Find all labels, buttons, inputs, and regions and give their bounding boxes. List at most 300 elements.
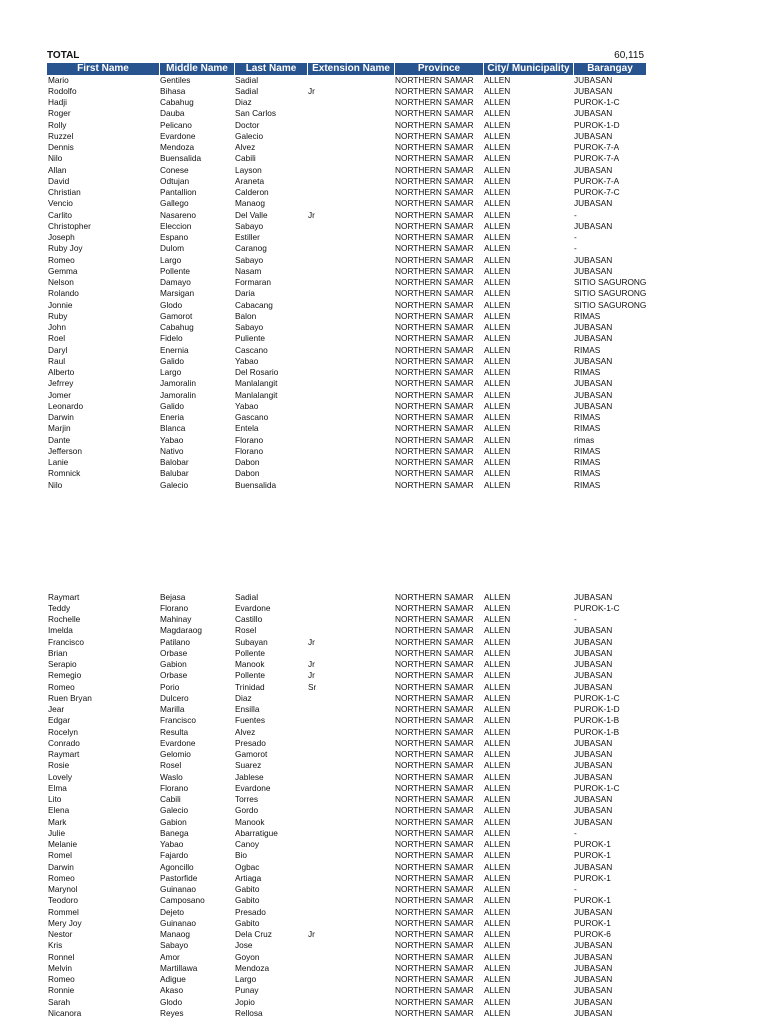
table-row [47,749,646,760]
cell-province: NORTHERN SAMAR [395,299,474,310]
cell-province: NORTHERN SAMAR [395,479,474,490]
cell-last-name: Layson [235,164,262,175]
header-last-name[interactable]: Last Name [235,63,308,75]
cell-middle-name: Sabayo [160,940,189,951]
cell-last-name: Fuentes [235,715,265,726]
table-row [47,738,646,749]
cell-city-municipality: ALLEN [484,97,511,107]
cell-city-municipality: ALLEN [484,85,511,96]
cell-last-name: Diaz [235,97,252,107]
cell-first-name: Raymart [48,749,80,759]
cell-last-name: Dabon [235,457,260,467]
cell-first-name: Marjin [48,423,71,434]
cell-province: NORTHERN SAMAR [395,74,474,85]
table-row [47,974,646,985]
cell-last-name: Gabito [235,895,260,906]
table-row [47,592,646,603]
cell-city-municipality: ALLEN [484,423,511,434]
cell-first-name: Ruen Bryan [48,692,92,703]
cell-barangay: SITIO SAGURONG [574,288,647,299]
table-row [47,367,646,378]
cell-province: NORTHERN SAMAR [395,175,474,186]
cell-last-name: Nasam [235,265,262,276]
cell-first-name: Ruzzel [48,130,74,141]
cell-last-name: Balon [235,310,257,321]
table-row [47,659,646,670]
cell-middle-name: Galido [160,355,184,366]
cell-city-municipality: ALLEN [484,962,511,973]
cell-first-name: Teodoro [48,895,78,906]
cell-province: NORTHERN SAMAR [395,367,474,377]
cell-last-name: Alvez [235,726,256,737]
cell-province: NORTHERN SAMAR [395,85,474,96]
cell-first-name: Raymart [48,591,80,602]
cell-province: NORTHERN SAMAR [395,827,474,838]
table-row [47,1008,646,1019]
cell-barangay: JUBASAN [574,389,613,400]
cell-first-name: Christopher [48,220,91,231]
cell-province: NORTHERN SAMAR [395,940,474,951]
cell-barangay: RIMAS [574,367,601,377]
cell-first-name: Marynol [48,884,78,894]
cell-province: NORTHERN SAMAR [395,996,474,1007]
cell-last-name: Manaog [235,198,265,209]
header-province[interactable]: Province [395,63,484,75]
cell-last-name: Formaran [235,277,271,287]
cell-middle-name: Gabion [160,659,187,669]
header-middle-name[interactable]: Middle Name [160,63,235,75]
cell-last-name: Largo [235,974,257,984]
cell-barangay: PUROK-1 [574,839,611,849]
cell-barangay: RIMAS [574,479,601,490]
cell-barangay: JUBASAN [574,400,613,411]
cell-extension-name: Jr [308,670,315,681]
cell-middle-name: Jamoralin [160,389,196,400]
cell-province: NORTHERN SAMAR [395,917,474,928]
cell-last-name: Cabili [235,153,256,164]
cell-last-name: Gascano [235,412,269,422]
cell-barangay: JUBASAN [574,108,613,119]
table-row [47,625,646,636]
cell-barangay: JUBASAN [574,940,613,951]
table-row [47,221,646,232]
cell-middle-name: Amor [160,951,180,962]
table-row [47,153,646,164]
cell-city-municipality: ALLEN [484,457,511,467]
cell-first-name: Sarah [48,996,71,1007]
cell-barangay: RIMAS [574,310,601,321]
cell-province: NORTHERN SAMAR [395,906,474,917]
cell-last-name: Presado [235,906,266,917]
cell-last-name: Torres [235,794,259,804]
cell-first-name: David [48,175,70,186]
cell-last-name: Manlalangit [235,389,278,400]
cell-middle-name: Pollente [160,265,190,276]
header-barangay[interactable]: Barangay [587,63,633,74]
cell-last-name: Ogbac [235,861,260,872]
table-row [47,457,646,468]
cell-city-municipality: ALLEN [484,220,511,231]
cell-first-name: Rochelle [48,614,81,624]
table-row [47,862,646,873]
cell-last-name: Yabao [235,355,259,366]
cell-barangay: JUBASAN [574,322,613,332]
cell-barangay: PUROK-6 [574,929,611,939]
cell-extension-name: Jr [308,659,315,669]
cell-province: NORTHERN SAMAR [395,659,474,669]
cell-province: NORTHERN SAMAR [395,434,474,445]
cell-extension-name: Jr [308,929,315,939]
cell-middle-name: Dulcero [160,692,189,703]
cell-province: NORTHERN SAMAR [395,872,474,883]
cell-first-name: Mario [48,74,69,85]
cell-barangay: - [574,209,577,220]
cell-first-name: Rolly [48,119,67,130]
table-row [47,637,646,648]
table-row [47,805,646,816]
cell-first-name: Raul [48,355,66,366]
cell-first-name: Lovely [48,771,72,782]
cell-last-name: Gamorot [235,749,268,759]
cell-province: NORTHERN SAMAR [395,344,474,355]
cell-province: NORTHERN SAMAR [395,782,474,793]
table-row [47,884,646,895]
cell-city-municipality: ALLEN [484,130,511,141]
cell-last-name: Sadial [235,591,259,602]
cell-city-municipality: ALLEN [484,782,511,793]
table-row [47,255,646,266]
cell-province: NORTHERN SAMAR [395,692,474,703]
cell-last-name: Jablese [235,771,264,782]
cell-barangay: JUBASAN [574,906,613,917]
cell-middle-name: Martillawa [160,962,198,973]
cell-province: NORTHERN SAMAR [395,850,474,861]
cell-province: NORTHERN SAMAR [395,164,474,175]
cell-first-name: Ruby [48,310,68,321]
cell-last-name: Manook [235,659,265,669]
cell-middle-name: Gallego [160,198,189,209]
cell-last-name: Florano [235,434,264,445]
cell-middle-name: Bihasa [160,85,186,96]
cell-province: NORTHERN SAMAR [395,277,474,287]
cell-middle-name: Yabao [160,839,184,849]
table-row [47,670,646,681]
cell-city-municipality: ALLEN [484,355,511,366]
cell-first-name: Jefrrey [48,378,74,389]
cell-first-name: Rolando [48,288,79,299]
cell-province: NORTHERN SAMAR [395,232,474,242]
cell-first-name: Romeo [48,974,75,984]
table-row [47,198,646,209]
cell-first-name: Roger [48,108,71,119]
cell-last-name: Alvez [235,142,256,152]
table-row [47,918,646,929]
cell-city-municipality: ALLEN [484,164,511,175]
cell-middle-name: Galido [160,400,184,411]
cell-first-name: Romeo [48,872,75,883]
table-row [47,794,646,805]
cell-city-municipality: ALLEN [484,917,511,928]
cell-last-name: Presado [235,737,266,748]
cell-province: NORTHERN SAMAR [395,715,474,726]
cell-middle-name: Marilla [160,704,185,714]
cell-middle-name: Dulom [160,243,184,254]
cell-last-name: Suarez [235,760,262,771]
cell-first-name: Romnick [48,468,81,479]
cell-city-municipality: ALLEN [484,647,511,658]
cell-province: NORTHERN SAMAR [395,400,474,411]
table-row [47,142,646,153]
cell-middle-name: Bejasa [160,591,186,602]
cell-first-name: Vencio [48,198,73,209]
table-row [47,86,646,97]
cell-province: NORTHERN SAMAR [395,704,474,714]
cell-city-municipality: ALLEN [484,344,511,355]
cell-province: NORTHERN SAMAR [395,602,474,613]
cell-middle-name: Dauba [160,108,185,119]
cell-barangay: RIMAS [574,344,601,355]
cell-middle-name: Evardone [160,130,196,141]
cell-middle-name: Fajardo [160,850,189,861]
cell-city-municipality: ALLEN [484,412,511,422]
cell-extension-name: Jr [308,636,315,647]
cell-first-name: Lanie [48,457,69,467]
cell-city-municipality: ALLEN [484,243,511,254]
cell-middle-name: Patilano [160,636,190,647]
table-row [47,97,646,108]
header-extension-name[interactable]: Extension Name [308,63,395,75]
cell-middle-name: Enernia [160,344,189,355]
cell-city-municipality: ALLEN [484,749,511,759]
cell-middle-name: Rosel [160,760,182,771]
cell-first-name: Ronnie [48,985,75,996]
cell-barangay: PUROK-1-C [574,692,620,703]
cell-city-municipality: ALLEN [484,929,511,939]
cell-province: NORTHERN SAMAR [395,884,474,894]
cell-city-municipality: ALLEN [484,704,511,714]
cell-province: NORTHERN SAMAR [395,974,474,984]
cell-middle-name: Akaso [160,985,184,996]
cell-barangay: RIMAS [574,457,601,467]
cell-first-name: Roel [48,333,66,344]
cell-province: NORTHERN SAMAR [395,805,474,816]
cell-province: NORTHERN SAMAR [395,265,474,276]
cell-barangay: JUBASAN [574,130,613,141]
cell-barangay: PUROK-1 [574,895,611,906]
cell-city-municipality: ALLEN [484,636,511,647]
cell-first-name: Jefferson [48,445,82,456]
cell-barangay: JUBASAN [574,974,613,984]
cell-province: NORTHERN SAMAR [395,670,474,681]
cell-city-municipality: ALLEN [484,434,511,445]
cell-barangay: PUROK-7-C [574,187,620,197]
cell-city-municipality: ALLEN [484,861,511,872]
cell-province: NORTHERN SAMAR [395,423,474,434]
cell-first-name: Darwin [48,861,74,872]
cell-first-name: Kris [48,940,63,951]
table-row [47,277,646,288]
cell-last-name: Evardone [235,782,271,793]
cell-province: NORTHERN SAMAR [395,985,474,996]
cell-province: NORTHERN SAMAR [395,119,474,130]
cell-last-name: Daria [235,288,255,299]
total-value: 60,115 [614,50,644,61]
cell-first-name: Jear [48,704,65,714]
table-row [47,165,646,176]
cell-province: NORTHERN SAMAR [395,929,474,939]
cell-middle-name: Evardone [160,737,196,748]
cell-city-municipality: ALLEN [484,872,511,883]
cell-last-name: Gordo [235,805,259,816]
cell-extension-name: Jr [308,209,315,220]
table-row [47,929,646,940]
cell-barangay: JUBASAN [574,74,613,85]
cell-middle-name: Manaog [160,929,190,939]
table-row [47,232,646,243]
cell-city-municipality: ALLEN [484,951,511,962]
cell-city-municipality: ALLEN [484,445,511,456]
cell-first-name: Allan [48,164,67,175]
cell-province: NORTHERN SAMAR [395,97,474,107]
cell-barangay: RIMAS [574,468,601,479]
cell-middle-name: Pastorfide [160,872,198,883]
cell-last-name: Yabao [235,400,259,411]
cell-barangay: RIMAS [574,445,601,456]
cell-last-name: Sabayo [235,322,264,332]
cell-city-municipality: ALLEN [484,614,511,624]
cell-last-name: Gabito [235,917,260,928]
cell-city-municipality: ALLEN [484,625,511,636]
cell-first-name: Hadji [48,97,67,107]
cell-barangay: PUROK-1-C [574,782,620,793]
cell-first-name: Imelda [48,625,73,636]
cell-first-name: Ruby Joy [48,243,83,254]
cell-province: NORTHERN SAMAR [395,153,474,164]
table-row [47,603,646,614]
cell-last-name: Galecio [235,130,264,141]
cell-province: NORTHERN SAMAR [395,389,474,400]
cell-city-municipality: ALLEN [484,310,511,321]
cell-middle-name: Buensalida [160,153,202,164]
table-row [47,322,646,333]
cell-city-municipality: ALLEN [484,895,511,906]
table-row [47,333,646,344]
cell-city-municipality: ALLEN [484,794,511,804]
cell-province: NORTHERN SAMAR [395,243,474,254]
cell-barangay: PUROK-1-C [574,97,620,107]
cell-last-name: Punay [235,985,259,996]
cell-last-name: Rellosa [235,1007,263,1018]
cell-city-municipality: ALLEN [484,760,511,771]
cell-last-name: Sadial [235,74,259,85]
table-row [47,648,646,659]
table-row [47,614,646,625]
cell-first-name: Darwin [48,412,74,422]
cell-province: NORTHERN SAMAR [395,310,474,321]
cell-barangay: JUBASAN [574,220,613,231]
cell-middle-name: Largo [160,367,182,377]
table-row [47,378,646,389]
cell-barangay: JUBASAN [574,670,613,681]
cell-first-name: Francisco [48,636,84,647]
cell-first-name: Rommel [48,906,79,917]
cell-city-municipality: ALLEN [484,175,511,186]
cell-middle-name: Florano [160,602,189,613]
cell-barangay: PUROK-1 [574,850,611,861]
cell-province: NORTHERN SAMAR [395,412,474,422]
table-header [47,63,646,75]
cell-middle-name: Largo [160,254,182,265]
cell-province: NORTHERN SAMAR [395,457,474,467]
header-city-municipality[interactable]: City/ Municipality [484,63,574,75]
header-first-name[interactable]: First Name [47,63,160,75]
cell-last-name: Diaz [235,692,252,703]
cell-city-municipality: ALLEN [484,389,511,400]
cell-city-municipality: ALLEN [484,940,511,951]
cell-province: NORTHERN SAMAR [395,771,474,782]
cell-last-name: San Carlos [235,108,277,119]
cell-city-municipality: ALLEN [484,827,511,838]
cell-city-municipality: ALLEN [484,468,511,479]
cell-last-name: Sadial [235,85,259,96]
cell-middle-name: Galecio [160,479,189,490]
cell-province: NORTHERN SAMAR [395,737,474,748]
cell-last-name: Dela Cruz [235,929,272,939]
cell-first-name: Mark [48,816,67,827]
table-row [47,176,646,187]
cell-city-municipality: ALLEN [484,1007,511,1018]
cell-first-name: Melvin [48,962,72,973]
cell-middle-name: Damayo [160,277,191,287]
table-row [47,401,646,412]
cell-middle-name: Adigue [160,974,186,984]
cell-city-municipality: ALLEN [484,322,511,332]
cell-first-name: Nicanora [48,1007,82,1018]
cell-first-name: Remegio [48,670,82,681]
cell-middle-name: Mendoza [160,142,195,152]
cell-last-name: Estiller [235,232,260,242]
cell-first-name: Nestor [48,929,73,939]
cell-province: NORTHERN SAMAR [395,636,474,647]
cell-city-municipality: ALLEN [484,726,511,737]
cell-barangay: PUROK-7-A [574,175,620,186]
cell-middle-name: Guinanao [160,884,196,894]
cell-city-municipality: ALLEN [484,142,511,152]
cell-city-municipality: ALLEN [484,670,511,681]
cell-middle-name: Magdaraog [160,625,202,636]
table-body-group-1 [47,75,646,491]
cell-first-name: Jonnie [48,299,73,310]
cell-first-name: Brian [48,647,68,658]
cell-city-municipality: ALLEN [484,74,511,85]
cell-province: NORTHERN SAMAR [395,861,474,872]
cell-province: NORTHERN SAMAR [395,130,474,141]
cell-middle-name: Agoncillo [160,861,194,872]
table-row [47,907,646,918]
cell-first-name: Elena [48,805,70,816]
cell-last-name: Sabayo [235,254,264,265]
cell-barangay: PUROK-7-A [574,142,620,152]
cell-middle-name: Guinanao [160,917,196,928]
cell-city-municipality: ALLEN [484,277,511,287]
cell-middle-name: Pelicano [160,119,192,130]
cell-first-name: Nelson [48,277,74,287]
cell-first-name: Edgar [48,715,71,726]
cell-barangay: JUBASAN [574,355,613,366]
cell-city-municipality: ALLEN [484,591,511,602]
cell-barangay: - [574,243,577,254]
cell-barangay: JUBASAN [574,771,613,782]
